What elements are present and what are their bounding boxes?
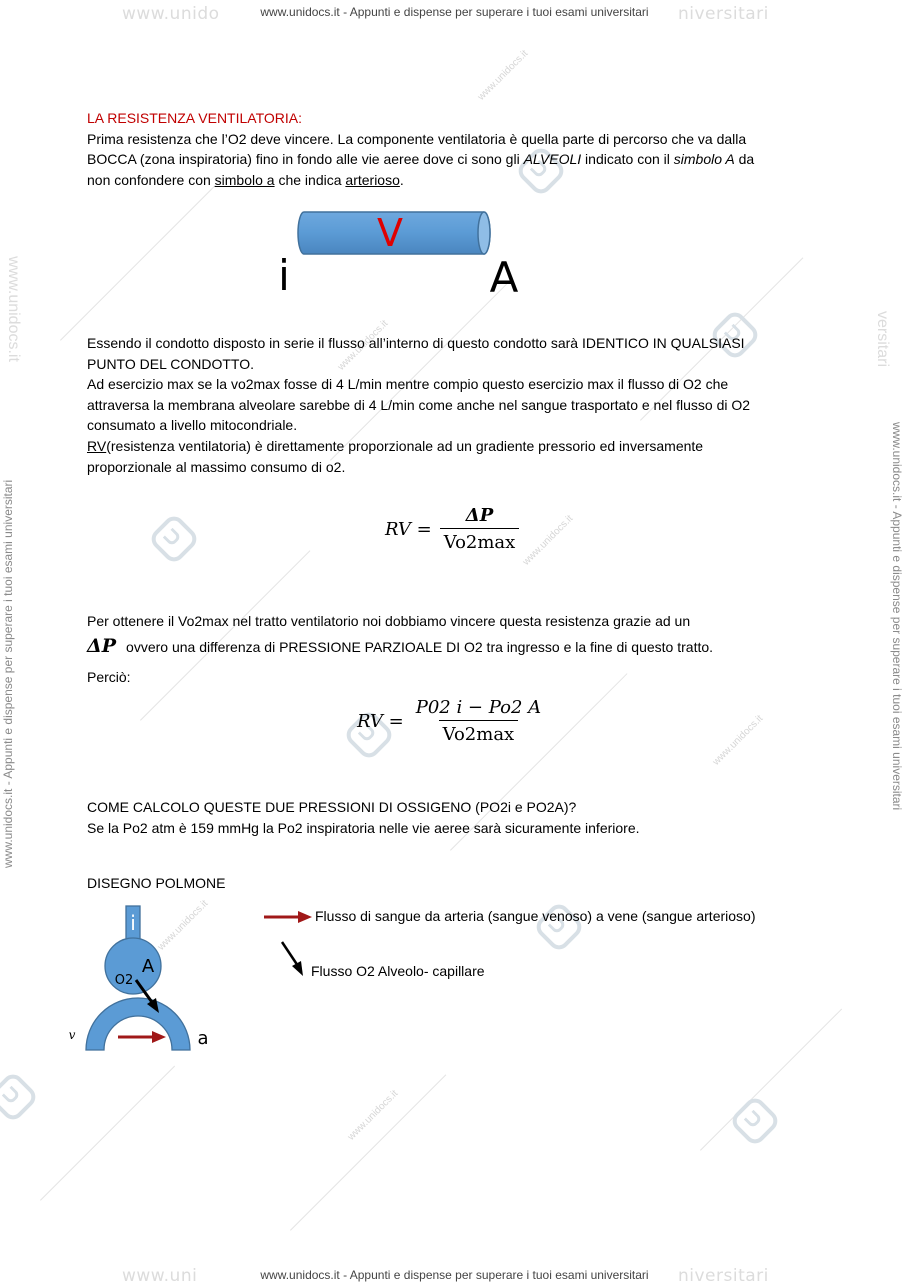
paragraph-line: PUNTO DEL CONDOTTO. bbox=[87, 355, 254, 372]
paragraph-line: COME CALCOLO QUESTE DUE PRESSIONI DI OSSIGENO (PO2i e PO2A)? bbox=[87, 799, 577, 815]
formula-fraction bbox=[440, 505, 520, 553]
paragraph-line: Essendo il condotto disposto in serie il flusso all’interno di questo condotto sarà IDENTICO IN QUALSIASI bbox=[87, 335, 745, 351]
section-title: LA RESISTENZA VENTILATORIA: bbox=[87, 110, 302, 126]
paragraph-line: Se la Po2 atm è 159 mmHg la Po2 inspiratoria nelle vie aeree sarà sicuramente inferiore. bbox=[87, 819, 640, 836]
paragraph-line bbox=[87, 636, 827, 658]
left-side-banner: www.unidocs.it - Appunti e dispense per superare i tuoi esami universitari bbox=[1, 479, 15, 868]
formula-numerator: ΔP bbox=[465, 505, 494, 526]
footer-ghost-right: niversitari bbox=[678, 1266, 769, 1286]
section-question bbox=[87, 797, 827, 838]
tube-label-i: i bbox=[278, 251, 290, 300]
legend-arrows bbox=[262, 906, 314, 982]
watermark-url: www.unidocs.it bbox=[475, 48, 531, 103]
watermark-url: www.unidocs.it bbox=[345, 1088, 401, 1143]
header-ghost-right: niversitari bbox=[678, 4, 769, 24]
capillary-arch bbox=[86, 998, 190, 1050]
lung-label-a-big: A bbox=[141, 956, 155, 977]
lung-label-a-small: a bbox=[197, 1028, 209, 1049]
text-run: da bbox=[734, 151, 755, 168]
footer-banner: www.unidocs.it - Appunti e dispense per superare i tuoi esami universitari bbox=[260, 1268, 649, 1282]
text-run: (resistenza ventilatoria) è direttamente proporzionale ad un gradiente pressorio ed inversamente bbox=[106, 437, 704, 454]
watermark-logo-icon bbox=[728, 1094, 782, 1148]
paragraph-line bbox=[87, 436, 827, 457]
left-side-ghost: www.unidocs.it bbox=[4, 256, 22, 362]
formula-rv-delta-p bbox=[385, 505, 519, 553]
watermark-logo-icon bbox=[0, 1070, 40, 1124]
footer-ghost-left: www.uni bbox=[122, 1266, 198, 1286]
legend-black-arrow-head bbox=[292, 961, 303, 976]
watermark-line bbox=[40, 1066, 175, 1201]
section-ventilatory-resistance bbox=[87, 108, 827, 190]
right-side-banner: www.unidocs.it - Appunti e dispense per superare i tuoi esami universitari bbox=[890, 422, 904, 811]
blood-arrow-head bbox=[152, 1031, 166, 1043]
legend-red-arrow-head bbox=[298, 911, 312, 923]
formula-rv-pressures bbox=[357, 697, 545, 745]
tube-label-a: A bbox=[489, 253, 519, 302]
section-partial-pressure bbox=[87, 611, 827, 688]
text-run: indicato con il bbox=[581, 151, 674, 168]
formula-lhs: RV = bbox=[385, 518, 432, 540]
formula-denominator: Vo2max bbox=[439, 720, 519, 745]
watermark-line bbox=[290, 1074, 446, 1230]
paragraph-line: proporzionale al massimo consumo di o2. bbox=[87, 458, 346, 475]
tube-end bbox=[478, 212, 490, 254]
paragraph-line bbox=[87, 149, 827, 170]
watermark-url: www.unidocs.it bbox=[520, 513, 576, 568]
watermark-logo-icon bbox=[147, 512, 201, 566]
watermark-line bbox=[60, 177, 223, 340]
legend-black-label: Flusso O2 Alveolo- capillare bbox=[311, 963, 485, 979]
paragraph-line: Prima resistenza che l’O2 deve vincere. La componente ventilatoria è quella parte di percorso che va dalla bbox=[87, 130, 747, 147]
formula-lhs: RV = bbox=[357, 710, 404, 732]
paragraph-line: attraversa la membrana alveolare sarebbe di 4 L/min come anche nel sangue trasportato e nel flusso di O2 bbox=[87, 396, 751, 413]
text-run: ovvero una differenza di PRESSIONE PARZIOALE DI O2 tra ingresso e la fine di questo tratto. bbox=[126, 638, 714, 655]
paragraph-line bbox=[87, 170, 827, 191]
legend-black-arrow-shaft bbox=[282, 942, 298, 966]
paragraph-line: consumato a livello mitocondriale. bbox=[87, 417, 298, 434]
header-banner: www.unidocs.it - Appunti e dispense per superare i tuoi esami universitari bbox=[260, 5, 649, 19]
formula-denominator: Vo2max bbox=[440, 528, 520, 553]
lung-label-o2: O2 bbox=[114, 973, 134, 988]
lung-drawing-title: DISEGNO POLMONE bbox=[87, 875, 226, 891]
paragraph-line: Perciò: bbox=[87, 669, 131, 686]
paragraph-line: Per ottenere il Vo2max nel tratto ventilatorio noi dobbiamo vincere questa resistenza grazie ad un bbox=[87, 613, 691, 629]
section-flow-explanation bbox=[87, 333, 827, 477]
watermark-url: www.unidocs.it bbox=[710, 713, 766, 768]
lung-label-i: i bbox=[130, 911, 136, 935]
watermark-url: www.unidocs.it bbox=[155, 898, 211, 953]
text-run-italic: ALVEOLI bbox=[523, 151, 582, 168]
text-run-underline: RV bbox=[87, 437, 107, 454]
text-run-underline: simbolo a bbox=[214, 171, 275, 188]
text-run-underline: arterioso bbox=[345, 171, 400, 188]
text-run: . bbox=[399, 171, 404, 188]
text-run: che indica bbox=[274, 171, 346, 188]
lung-label-v: v bbox=[68, 1028, 76, 1042]
delta-p-symbol: ΔP bbox=[87, 634, 117, 657]
airway-tube-diagram bbox=[270, 200, 540, 310]
legend-red-label: Flusso di sangue da arteria (sangue venoso) a vene (sangue arterioso) bbox=[315, 908, 756, 924]
header-ghost-left: www.unido bbox=[122, 4, 220, 24]
formula-numerator: P02 i − Po2 A bbox=[415, 697, 542, 718]
paragraph-line: Ad esercizio max se la vo2max fosse di 4 L/min mentre compio questo esercizio max il flusso di O2 che bbox=[87, 376, 729, 393]
text-run: BOCCA (zona inspiratoria) fino in fondo alle vie aeree dove ci sono gli bbox=[87, 151, 524, 168]
text-run-italic: simbolo A bbox=[673, 151, 735, 168]
lung-diagram bbox=[62, 900, 222, 1060]
text-run: non confondere con bbox=[87, 171, 215, 188]
right-side-ghost: versitari bbox=[874, 310, 892, 368]
formula-fraction bbox=[412, 697, 545, 745]
tube-label-v: V bbox=[377, 211, 403, 255]
watermark-url: www.unidocs.it bbox=[335, 318, 391, 373]
